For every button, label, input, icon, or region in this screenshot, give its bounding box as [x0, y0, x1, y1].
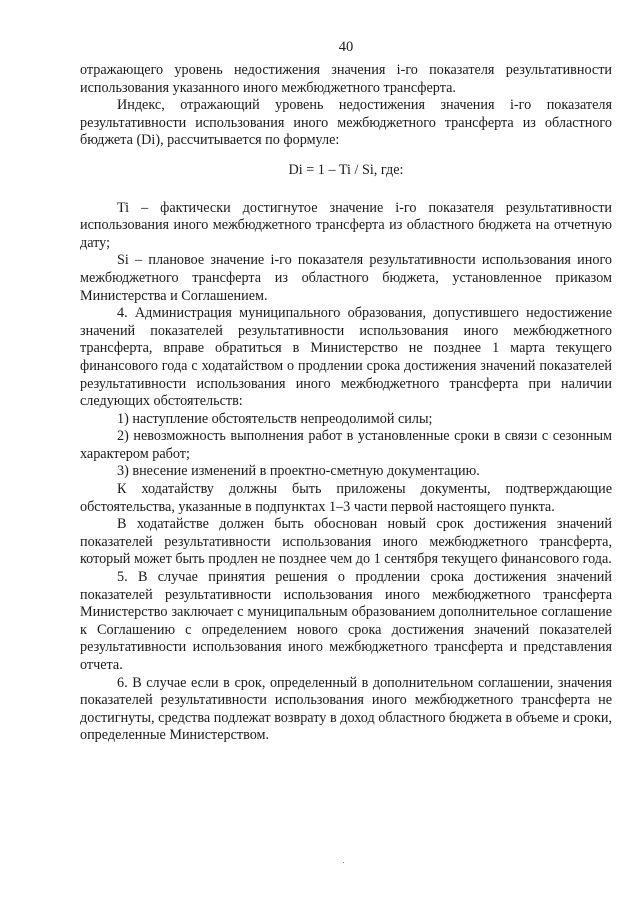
document-body [80, 62, 612, 745]
paragraph-5: 5. В случае принятия решения о продлении срока достижения значений показателей результативности использования иного межбюджетного трансферта Министерство заключает с муниципальным образованием дополнительное соглашение к Соглашению с определением нового срока достижения значений показателей результативности использования иного межбюджетного трансферта и представления отчета. [80, 569, 612, 673]
scan-dot [343, 862, 344, 863]
page-number: 40 [338, 39, 354, 55]
list-item-2: 2) невозможность выполнения работ в установленные сроки в связи с сезонным характером работ; [80, 428, 612, 462]
list-item-1: 1) наступление обстоятельств непреодолимой силы; [117, 410, 433, 427]
paragraph-new-term: В ходатайстве должен быть обоснован новый срок достижения значений показателей результативности использования иного межбюджетного трансферта, который может быть продлен не позднее чем до 1 сентября текущего финансового года. [80, 516, 612, 568]
paragraph-ti-definition: Ti – фактически достигнутое значение i-го показателя результативности использования иного межбюджетного трансферта из областного бюджета на отчетную дату; [80, 199, 612, 251]
list-item-3: 3) внесение изменений в проектно-сметную документацию. [117, 463, 480, 480]
paragraph-documents: К ходатайству должны быть приложены документы, подтверждающие обстоятельства, указанные в подпунктах 1–3 части первой настоящего пункта. [80, 481, 612, 515]
formula: Di = 1 – Ti / Si, где: [288, 161, 404, 178]
paragraph-si-definition: Si – плановое значение i-го показателя результативности использования иного межбюджетного трансферта из областного бюджета, установленное приказом Министерства и Соглашением. [80, 252, 612, 304]
document-page [80, 0, 612, 905]
paragraph-6: 6. В случае если в срок, определенный в дополнительном соглашении, значения показателей результативности использования иного межбюджетного трансферта не достигнуты, средства подлежат возврату в доход областного бюджета в объеме и сроки, определенные Министерством. [80, 674, 612, 744]
paragraph-index: Индекс, отражающий уровень недостижения значения i-го показателя результативности использования иного межбюджетного трансферта из областного бюджета (Di), рассчитывается по формуле: [80, 97, 612, 149]
paragraph-intro: отражающего уровень недостижения значения i-го показателя результативности использования указанного иного межбюджетного трансферта. [80, 62, 612, 96]
paragraph-4: 4. Администрация муниципального образования, допустившего недостижение значений показателей результативности использования иного межбюджетного трансферта, вправе обратиться в Министерство не позднее 1 марта текущего финансового года с ходатайством о продлении срока достижения значений показателей результативности использования иного межбюджетного трансферта при наличии следующих обстоятельств: [80, 305, 612, 410]
